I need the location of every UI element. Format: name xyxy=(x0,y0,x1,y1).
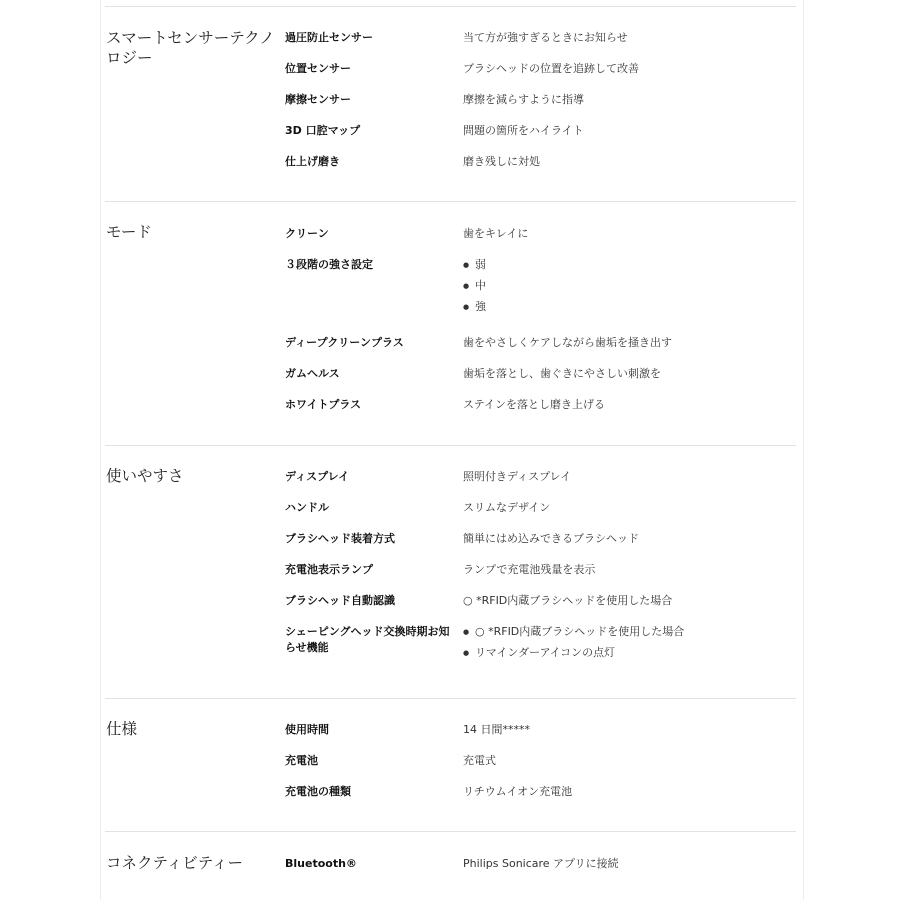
spec-feature: シェーピングヘッド交換時期お知らせ機能 xyxy=(285,625,450,654)
spec-feature: ブラシヘッド自動認識 xyxy=(285,594,395,607)
reminder-bullet-list xyxy=(463,624,783,666)
spec-value: ランプで充電池残量を表示 xyxy=(463,563,596,576)
section-divider xyxy=(105,445,796,446)
spec-value: 当て方が強すぎるときにお知らせ xyxy=(463,31,628,44)
spec-value: ○ *RFID内蔵ブラシヘッドを使用した場合 xyxy=(463,594,673,607)
spec-feature: ホワイトプラス xyxy=(285,398,362,411)
bullet-item: ● ○ *RFID内蔵ブラシヘッドを使用した場合 xyxy=(463,624,783,645)
spec-value: 照明付きディスプレイ xyxy=(463,470,572,483)
bullet-item: ● 強 xyxy=(463,299,783,320)
spec-value: スリムなデザイン xyxy=(463,501,551,514)
intensity-bullet-list xyxy=(463,257,783,320)
bullet-item: ● 弱 xyxy=(463,257,783,278)
spec-value: ブラシヘッドの位置を追跡して改善 xyxy=(463,62,639,75)
section-title-smart-sensor: スマートセンサーテクノロジー xyxy=(106,29,275,67)
spec-value: ステインを落とし磨き上げる xyxy=(463,398,606,411)
section-divider xyxy=(105,698,796,699)
bullet-item: ● 中 xyxy=(463,278,783,299)
spec-feature: ディスプレイ xyxy=(285,470,350,483)
spec-feature: 充電池 xyxy=(285,754,318,767)
spec-value: 14 日間***** xyxy=(463,723,530,736)
section-title-specifications: 仕様 xyxy=(106,720,138,738)
section-divider xyxy=(105,201,796,202)
spec-feature: ブラシヘッド装着方式 xyxy=(285,532,395,545)
spec-value: 歯をやさしくケアしながら歯垢を掻き出す xyxy=(463,336,672,349)
spec-feature: ガムヘルス xyxy=(285,367,340,380)
bullet-item: ● リマインダーアイコンの点灯 xyxy=(463,645,783,666)
spec-value: 簡単にはめ込みできるブラシヘッド xyxy=(463,532,639,545)
spec-feature: ３段階の強さ設定 xyxy=(285,258,373,271)
spec-value: Philips Sonicare アプリに接続 xyxy=(463,857,619,870)
section-divider xyxy=(105,831,796,832)
spec-value: 摩擦を減らすように指導 xyxy=(463,93,584,106)
spec-value: 充電式 xyxy=(463,754,496,767)
spec-feature: 3D 口腔マップ xyxy=(285,124,361,137)
spec-value: 問題の箇所をハイライト xyxy=(463,124,584,137)
spec-feature: 充電池の種類 xyxy=(285,785,351,798)
spec-feature: 摩擦センサー xyxy=(285,93,351,106)
section-title-modes: モード xyxy=(106,223,152,241)
spec-feature: ディープクリーンプラス xyxy=(285,336,404,349)
section-title-connectivity: コネクティビティー xyxy=(106,854,244,872)
spec-feature: クリーン xyxy=(285,227,329,240)
spec-value: 歯垢を落とし、歯ぐきにやさしい刺激を xyxy=(463,367,661,380)
section-title-ease-of-use: 使いやすさ xyxy=(106,467,184,485)
spec-value: リチウムイオン充電池 xyxy=(463,785,573,798)
spec-feature: 過圧防止センサー xyxy=(285,31,373,44)
section-divider xyxy=(105,6,796,7)
spec-value: 歯をキレイに xyxy=(463,227,529,240)
spec-feature: 充電池表示ランプ xyxy=(285,563,373,576)
spec-feature: Bluetooth® xyxy=(285,857,357,870)
spec-feature: ハンドル xyxy=(285,501,329,514)
spec-feature: 仕上げ磨き xyxy=(285,155,340,168)
spec-feature: 使用時間 xyxy=(285,723,329,736)
spec-feature: 位置センサー xyxy=(285,62,351,75)
spec-value: 磨き残しに対処 xyxy=(463,155,540,168)
